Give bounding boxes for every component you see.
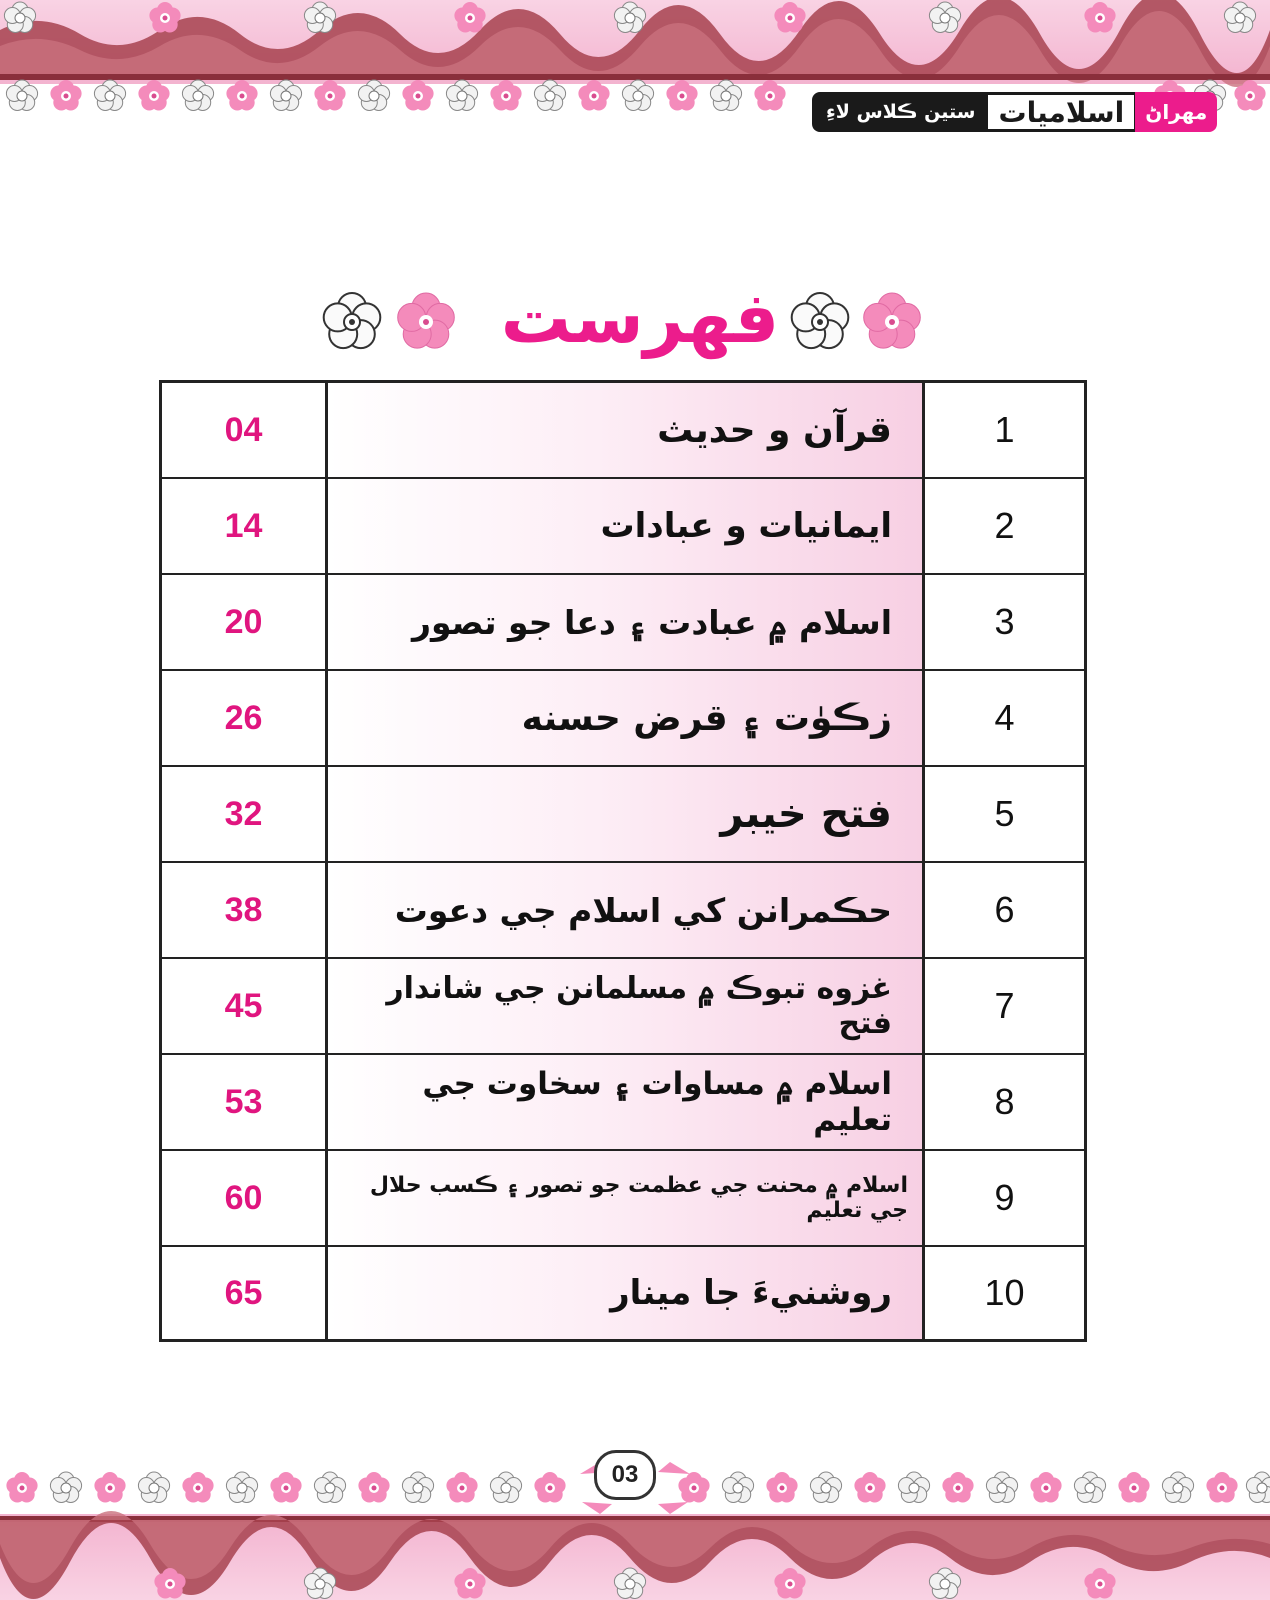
toc-page: 04 bbox=[224, 410, 263, 449]
toc-title: زڪوٰت ۽ قرض حسنه bbox=[325, 671, 925, 765]
toc-row[interactable] bbox=[162, 575, 1084, 671]
toc-title: غزوه تبوڪ ۾ مسلمانن جي شاندار فتح bbox=[325, 959, 925, 1053]
toc-number: 8 bbox=[994, 1081, 1015, 1122]
page-title: فهرست bbox=[500, 277, 780, 359]
class-label: ستين ڪلاس لاءِ bbox=[812, 92, 987, 132]
toc-page: 14 bbox=[224, 506, 263, 545]
toc-number: 5 bbox=[994, 793, 1015, 834]
flower-icon bbox=[788, 290, 852, 354]
toc-title: فتح خيبر bbox=[325, 767, 925, 861]
toc-number: 3 bbox=[994, 601, 1015, 642]
title-area bbox=[320, 278, 960, 358]
toc-number: 7 bbox=[994, 985, 1015, 1026]
toc-number: 4 bbox=[994, 697, 1015, 738]
flower-icon bbox=[320, 290, 384, 354]
toc-number: 2 bbox=[994, 505, 1015, 546]
toc-title: حڪمرانن کي اسلام جي دعوت bbox=[325, 863, 925, 957]
toc-title: اسلام ۾ محنت جي عظمت جو تصور ۽ ڪسب حلال جي تعليم bbox=[325, 1151, 925, 1245]
toc-page: 45 bbox=[224, 986, 263, 1025]
toc-page: 65 bbox=[224, 1273, 263, 1312]
toc-row[interactable] bbox=[162, 671, 1084, 767]
toc-row[interactable] bbox=[162, 479, 1084, 575]
flower-icon bbox=[394, 290, 458, 354]
toc-page: 26 bbox=[224, 698, 263, 737]
flower-icon bbox=[860, 290, 924, 354]
subject-label: اسلاميات bbox=[985, 92, 1137, 132]
toc-page: 20 bbox=[224, 602, 263, 641]
toc-page: 38 bbox=[224, 890, 263, 929]
header-badge bbox=[812, 92, 1217, 132]
toc-title: قرآن و حديث bbox=[325, 383, 925, 477]
toc-title: روشنيءَ جا مينار bbox=[325, 1247, 925, 1339]
toc-number: 9 bbox=[994, 1177, 1015, 1218]
toc-row[interactable] bbox=[162, 959, 1084, 1055]
toc-number: 10 bbox=[984, 1272, 1025, 1313]
toc-number: 6 bbox=[994, 889, 1015, 930]
toc-row[interactable] bbox=[162, 383, 1084, 479]
toc-title: ايمانيات و عبادات bbox=[325, 479, 925, 573]
toc-row[interactable] bbox=[162, 767, 1084, 863]
toc-table bbox=[159, 380, 1087, 1342]
toc-title: اسلام ۾ عبادت ۽ دعا جو تصور bbox=[325, 575, 925, 669]
toc-row[interactable] bbox=[162, 1151, 1084, 1247]
toc-number: 1 bbox=[994, 409, 1015, 450]
toc-page: 53 bbox=[224, 1082, 263, 1121]
toc-row[interactable] bbox=[162, 1247, 1084, 1339]
toc-title: اسلام ۾ مساوات ۽ سخاوت جي تعليم bbox=[325, 1055, 925, 1149]
brand-label: مهراڻ bbox=[1135, 92, 1217, 132]
toc-row[interactable] bbox=[162, 1055, 1084, 1151]
page-number: 03 bbox=[594, 1450, 656, 1500]
toc-page: 32 bbox=[224, 794, 263, 833]
toc-page: 60 bbox=[224, 1178, 263, 1217]
toc-row[interactable] bbox=[162, 863, 1084, 959]
